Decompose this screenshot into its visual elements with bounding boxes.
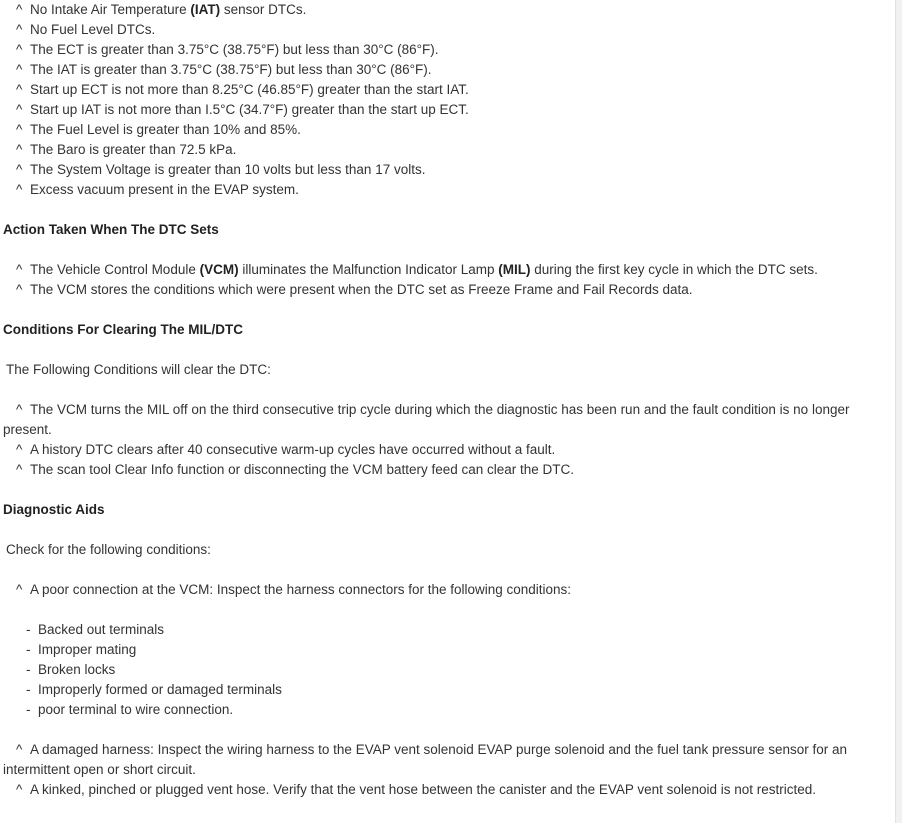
bullet-caret: ^ [16, 62, 23, 77]
list-item: ^ The VCM turns the MIL off on the third consecutive trip cycle during which the diagnostic has been run and the fault condition is no longer present. [3, 402, 850, 437]
dash-marker: - [26, 622, 31, 637]
list-item: ^ The Fuel Level is greater than 10% and 85%. [0, 120, 890, 140]
bullet-caret: ^ [16, 42, 23, 57]
list-item: ^ A damaged harness: Inspect the wiring harness to the EVAP vent solenoid EVAP purge solenoid and the fuel tank pressure sensor for an intermittent open or short circuit. [3, 742, 848, 777]
dash-marker: - [26, 662, 31, 677]
sub-list-item: - Broken locks [0, 660, 890, 680]
bullet-caret: ^ [16, 182, 23, 197]
bullet-caret: ^ [16, 462, 23, 477]
sub-list-item: - Improperly formed or damaged terminals [0, 680, 890, 700]
list-item: ^ A history DTC clears after 40 consecutive warm-up cycles have occurred without a fault. [0, 440, 890, 460]
enable-conditions-list [0, 0, 890, 200]
sub-list-item: - Backed out terminals [0, 620, 890, 640]
dash-marker: - [26, 702, 31, 717]
list-item: ^ The ECT is greater than 3.75°C (38.75°F) but less than 30°C (86°F). [0, 40, 890, 60]
list-item: ^ The IAT is greater than 3.75°C (38.75°F) but less than 30°C (86°F). [0, 60, 890, 80]
dash-marker: - [26, 682, 31, 697]
clearing-intro: The Following Conditions will clear the DTC: [6, 362, 271, 377]
bullet-caret: ^ [16, 282, 23, 297]
section-heading-diagnostic-aids: Diagnostic Aids [3, 502, 105, 517]
bullet-caret: ^ [16, 2, 23, 17]
bullet-caret: ^ [16, 162, 23, 177]
list-item: ^ A poor connection at the VCM: Inspect the harness connectors for the following conditions: [0, 580, 890, 600]
section-heading-clearing: Conditions For Clearing The MIL/DTC [3, 322, 243, 337]
bullet-caret: ^ [16, 742, 23, 757]
dash-marker: - [26, 642, 31, 657]
bullet-caret: ^ [16, 142, 23, 157]
list-item: ^ Start up ECT is not more than 8.25°C (46.85°F) greater than the start IAT. [0, 80, 890, 100]
scrollbar[interactable] [895, 0, 902, 823]
bullet-caret: ^ [16, 262, 23, 277]
list-item: ^ No Intake Air Temperature (IAT) sensor DTCs. [0, 0, 890, 20]
list-item: ^ The System Voltage is greater than 10 volts but less than 17 volts. [0, 160, 890, 180]
bullet-caret: ^ [16, 82, 23, 97]
list-item: ^ A kinked, pinched or plugged vent hose. Verify that the vent hose between the canister and the EVAP vent solenoid is not restricted. [0, 780, 890, 800]
connector-conditions-list [0, 620, 890, 720]
bullet-caret: ^ [16, 22, 23, 37]
bullet-caret: ^ [16, 122, 23, 137]
list-item: ^ The Vehicle Control Module (VCM) illuminates the Malfunction Indicator Lamp (MIL) during the first key cycle in which the DTC sets. [0, 260, 890, 280]
bullet-caret: ^ [16, 782, 23, 797]
list-item: ^ Start up IAT is not more than I.5°C (34.7°F) greater than the start up ECT. [0, 100, 890, 120]
bullet-caret: ^ [16, 582, 23, 597]
bullet-caret: ^ [16, 442, 23, 457]
section-heading-action-taken: Action Taken When The DTC Sets [3, 222, 219, 237]
diagnostic-aids-intro: Check for the following conditions: [6, 542, 211, 557]
sub-list-item: - poor terminal to wire connection. [0, 700, 890, 720]
list-item: ^ The Baro is greater than 72.5 kPa. [0, 140, 890, 160]
list-item: ^ Excess vacuum present in the EVAP system. [0, 180, 890, 200]
sub-list-item: - Improper mating [0, 640, 890, 660]
bullet-caret: ^ [16, 402, 23, 417]
bullet-caret: ^ [16, 102, 23, 117]
list-item: ^ The scan tool Clear Info function or disconnecting the VCM battery feed can clear the DTC. [0, 460, 890, 480]
list-item: ^ No Fuel Level DTCs. [0, 20, 890, 40]
list-item: ^ The VCM stores the conditions which were present when the DTC set as Freeze Frame and Fail Records data. [0, 280, 890, 300]
